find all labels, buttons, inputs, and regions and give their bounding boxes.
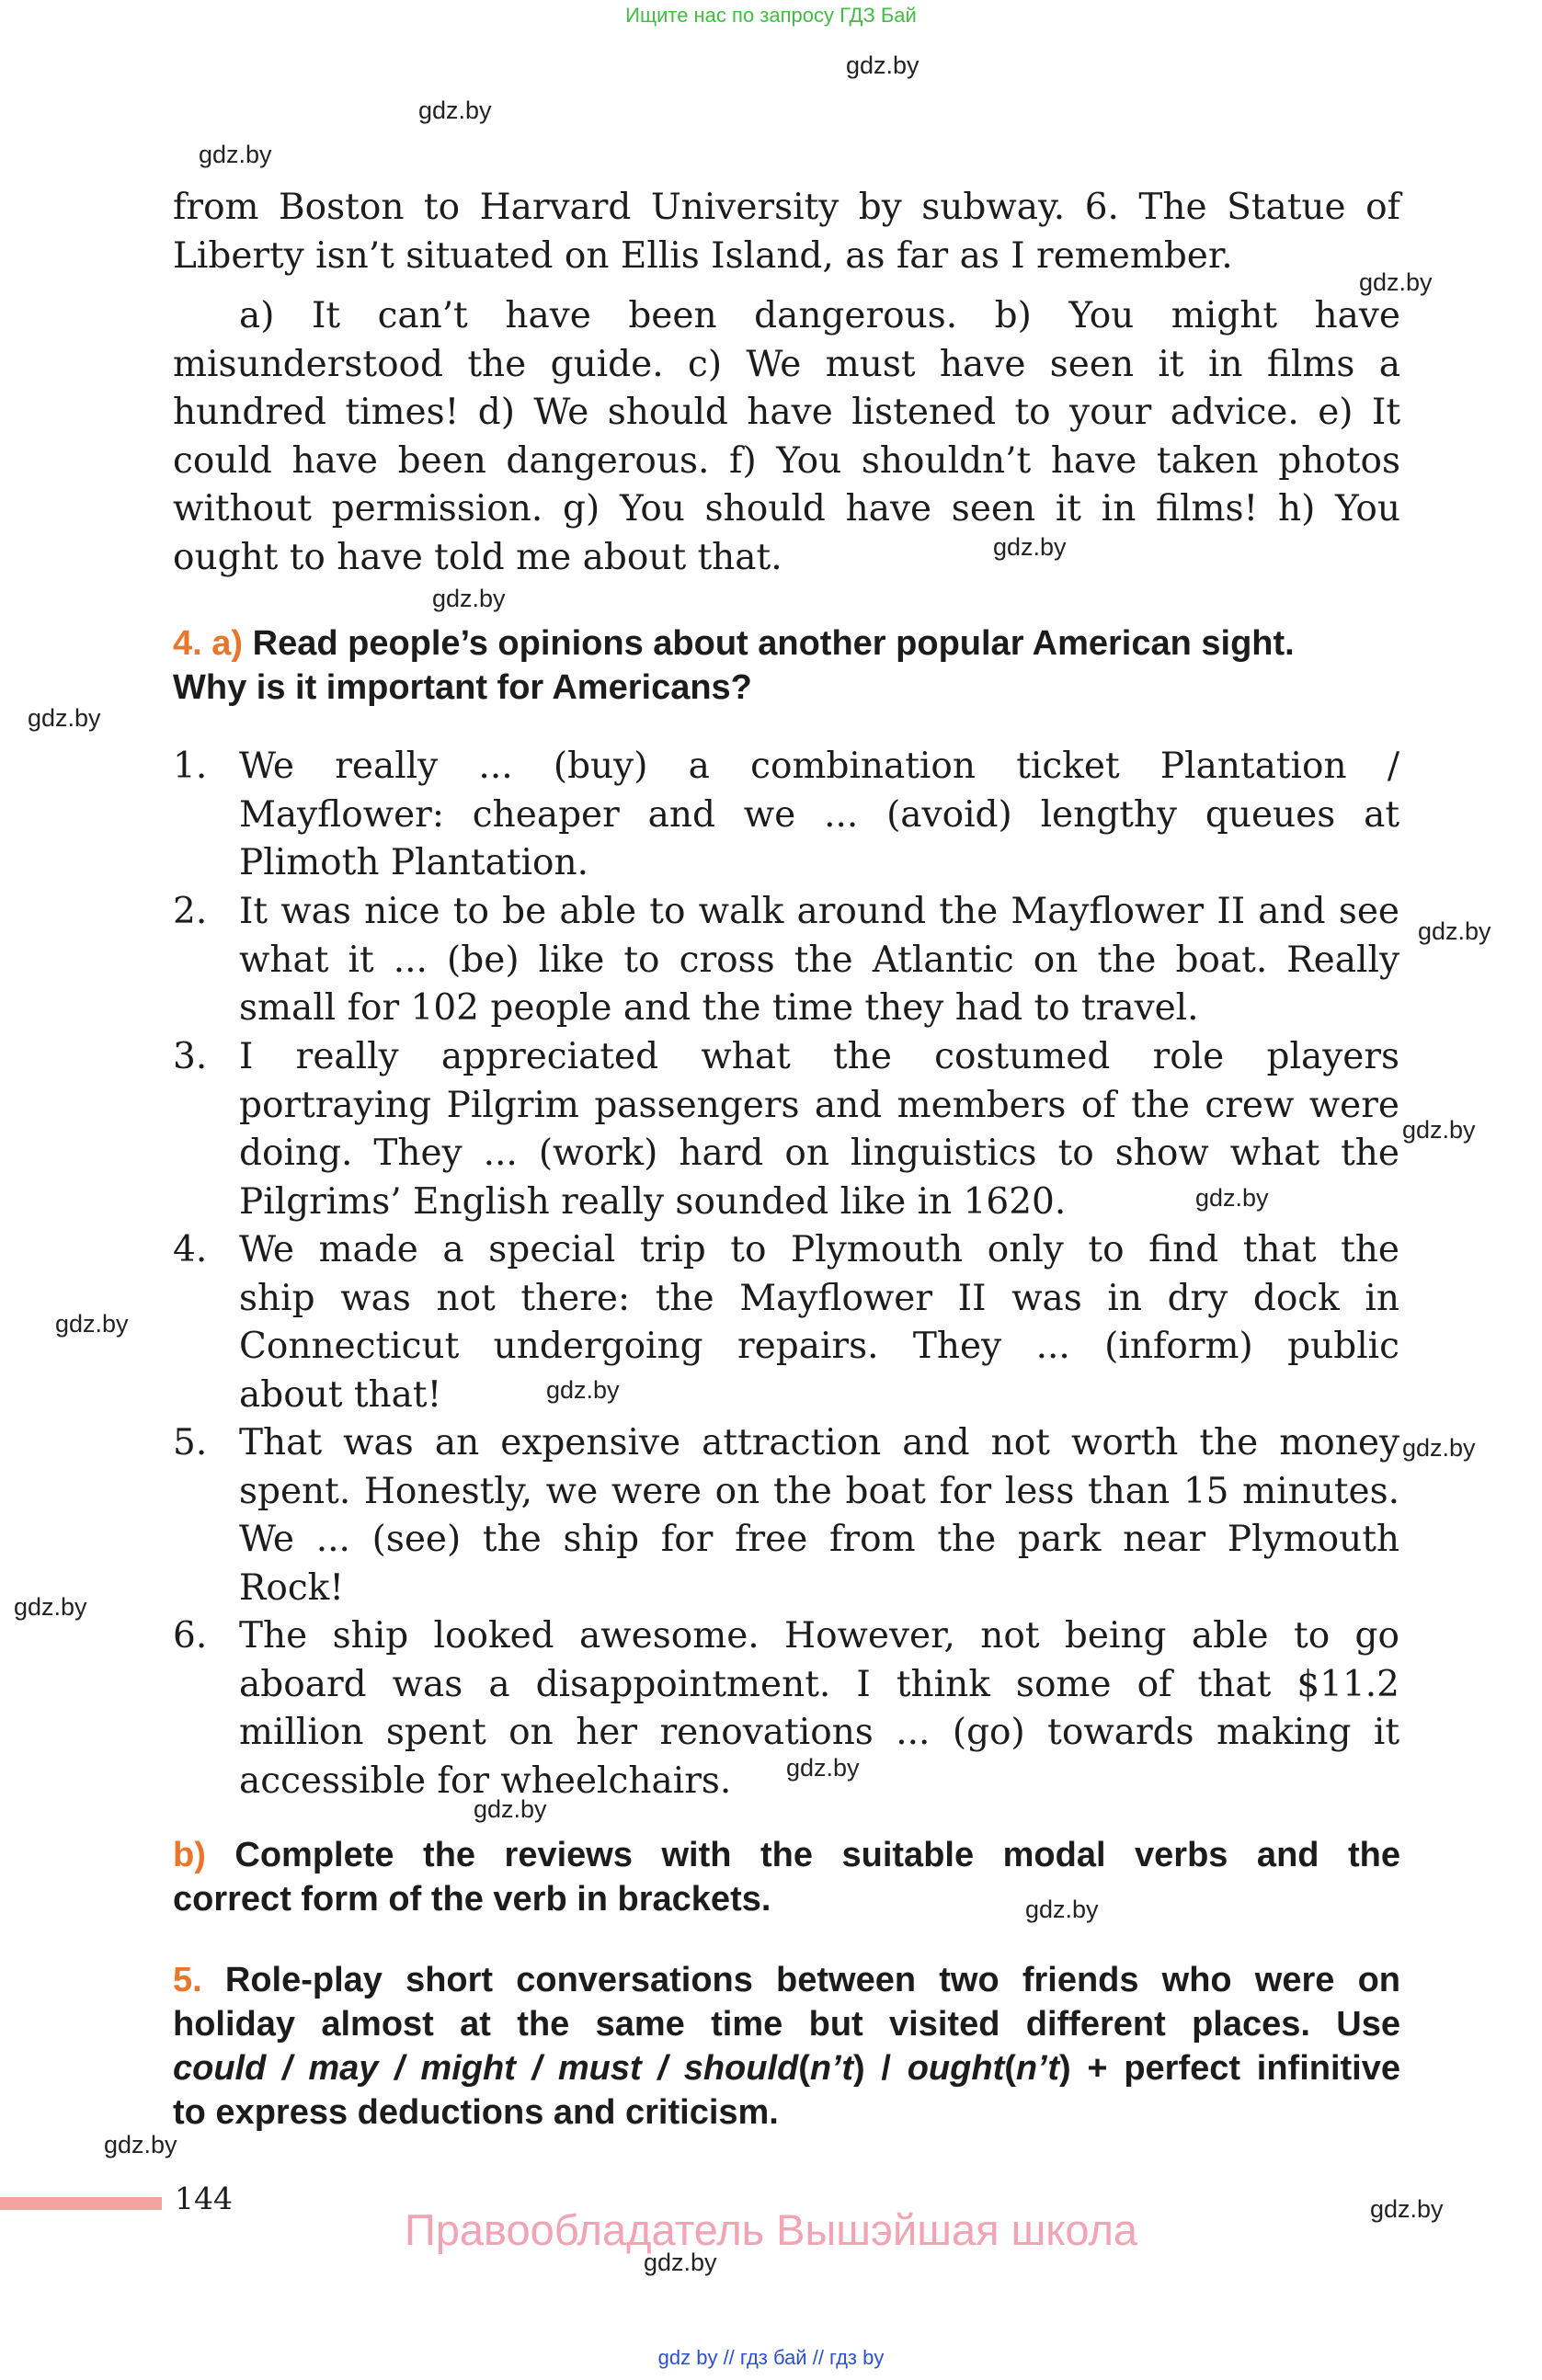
review-line: ship was not there: the Mayflower II was in dry dock in [239, 1277, 1399, 1319]
review-line: We ... (see) the ship for free from the park near Plymouth [239, 1519, 1399, 1560]
review-number: 3. [173, 1036, 208, 1077]
review-number: 2. [173, 891, 208, 932]
review-line: Connecticut undergoing repairs. They ... (inform) public [239, 1326, 1399, 1367]
intro-text [173, 184, 1400, 280]
review-line: I really appreciated what the costumed role players [239, 1036, 1399, 1077]
answers-line: ought to have told me about that. [173, 536, 782, 578]
review-line: small for 102 people and the time they had to travel. [239, 987, 1199, 1029]
bracket: ( [1004, 2049, 1016, 2088]
review-line: We really ... (buy) a combination ticket Plantation / [239, 746, 1399, 787]
review-line: million spent on her renovations ... (go) towards making it [239, 1712, 1399, 1753]
intro-line: from Boston to Harvard University by subway. 6. The Statue of [173, 187, 1400, 228]
review-number: 4. [173, 1229, 208, 1270]
answers-line: a) It can’t have been dangerous. b) You might have [239, 295, 1400, 336]
review-line: We made a special trip to Plymouth only to find that the [239, 1229, 1399, 1270]
review-line: what it ... (be) like to cross the Atlantic on the boat. Really [239, 939, 1399, 981]
task-4a-heading [173, 621, 1400, 710]
modal-verb-ought: ought [907, 2049, 1005, 2088]
review-line: accessible for wheelchairs. [239, 1759, 732, 1802]
task-instruction: Complete the reviews with the suitable modal verbs and the [234, 1836, 1400, 1874]
review-line: Rock! [239, 1566, 344, 1609]
footer-links[interactable]: gdz by // гдз бай // гдз by [657, 2346, 885, 2369]
bracket: ( [798, 2049, 810, 2088]
watermark: gdz.by [1402, 1434, 1476, 1462]
review-line: portraying Pilgrim passengers and members of the crew were [239, 1084, 1399, 1126]
bracket: ) [1059, 2049, 1071, 2088]
watermark: gdz.by [28, 704, 101, 732]
watermark: gdz.by [432, 585, 506, 612]
rights-holder: Правообладатель Вышэйшая школа [404, 2205, 1138, 2254]
watermark: gdz.by [418, 97, 492, 124]
watermark: gdz.by [993, 533, 1067, 561]
review-line: spent. Honestly, we were on the boat for less than 15 minutes. [239, 1470, 1399, 1512]
task-instruction: Read people’s opinions about another popular American sight. [252, 624, 1295, 663]
watermark: gdz.by [104, 2131, 177, 2158]
review-number: 5. [173, 1422, 208, 1463]
task-number: 5. [173, 1961, 202, 1999]
review-line: aboard was a disappointment. I think some of that $11.2 [239, 1663, 1399, 1705]
bracket: ) / [853, 2049, 908, 2088]
answers-line: hundred times! d) We should have listened to your advice. e) It [173, 392, 1400, 433]
task-letter: b) [173, 1836, 206, 1874]
task-instruction: correct form of the verb in brackets. [173, 1880, 771, 1919]
task-instruction: Role-play short conversations between two friends who were on [224, 1961, 1400, 1999]
task-instruction-modals [173, 2046, 1400, 2090]
watermark: gdz.by [1370, 2195, 1444, 2223]
watermark: gdz.by [546, 1376, 620, 1404]
watermark: gdz.by [786, 1754, 860, 1782]
answers-line: misunderstood the guide. c) We must have seen it in films a [173, 343, 1400, 385]
watermark: gdz.by [199, 141, 272, 168]
watermark: gdz.by [1402, 1116, 1476, 1144]
review-number: 1. [173, 746, 208, 787]
answers-line: without permission. g) You should have seen it in films! h) You [173, 488, 1400, 530]
intro-line: Liberty isn’t situated on Ellis Island, as far as I remember. [173, 234, 1233, 277]
review-line: Pilgrims’ English really sounded like in 1620. [239, 1180, 1067, 1223]
review-line: Plimoth Plantation. [239, 842, 588, 883]
task-instruction: to express deductions and criticism. [173, 2093, 779, 2132]
modal-verbs: could / may / might / must / should [173, 2049, 799, 2088]
task-number: 4. [173, 624, 202, 663]
watermark: gdz.by [644, 2249, 717, 2276]
review-number: 6. [173, 1615, 208, 1657]
review-line: It was nice to be able to walk around the Mayflower II and see [239, 891, 1399, 932]
watermark: gdz.by [14, 1593, 87, 1621]
task-5-heading [173, 1958, 1400, 2135]
watermark: gdz.by [55, 1310, 129, 1338]
task-4b-heading [173, 1833, 1400, 1921]
page-number: 144 [175, 2181, 233, 2216]
watermark: gdz.by [474, 1795, 547, 1823]
watermark: gdz.by [1195, 1184, 1269, 1212]
negation: n’t [809, 2049, 854, 2088]
negation: n’t [1015, 2049, 1060, 2088]
task-instruction: holiday almost at the same time but visited different places. Use [173, 2005, 1400, 2044]
watermark: gdz.by [1359, 268, 1433, 296]
task-instruction-tail: + perfect infinitive [1070, 2049, 1401, 2088]
answers-paragraph [173, 292, 1400, 582]
review-line: doing. They ... (work) hard on linguistics to show what the [239, 1133, 1399, 1174]
answers-line: could have been dangerous. f) You shouldn’t have taken photos [173, 439, 1400, 482]
watermark: gdz.by [1025, 1896, 1099, 1923]
task-letter: a) [211, 624, 244, 663]
review-line: The ship looked awesome. However, not being able to go [239, 1615, 1399, 1657]
review-line: about that! [239, 1373, 442, 1416]
task-instruction: Why is it important for Americans? [173, 668, 752, 707]
review-line: That was an expensive attraction and not worth the money [239, 1422, 1399, 1463]
top-banner[interactable]: Ищите нас по запросу ГДЗ Бай [625, 4, 917, 27]
watermark: gdz.by [1418, 917, 1491, 945]
review-line: Mayflower: cheaper and we ... (avoid) lengthy queues at [239, 793, 1399, 836]
watermark: gdz.by [846, 51, 919, 79]
